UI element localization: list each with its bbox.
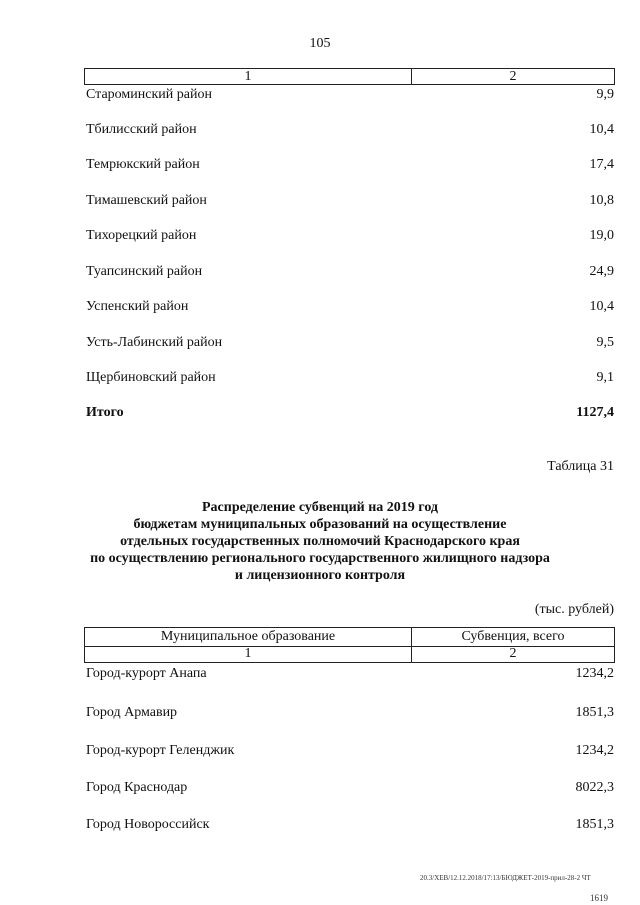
row-name: Туапсинский район [86,264,203,279]
column-header-municipality: Муниципальное образование [160,629,336,644]
title-line: бюджетам муниципальных образований на осуществление [133,517,507,532]
table-b-col2-number: 2 [411,646,614,662]
row-name: Усть-Лабинский район [86,335,223,350]
table-b-column-numbers [84,646,615,663]
table-b-header [84,627,615,647]
row-value: 1234,2 [575,743,614,758]
row-name: Щербиновский район [86,370,216,385]
row-value: 10,8 [589,193,614,208]
row-name: Успенский район [86,299,189,314]
column-header-subvention: Субвенция, всего [411,628,614,646]
units-label: (тыс. рублей) [534,602,614,617]
table-number: Таблица 31 [547,459,614,474]
row-name: Староминский район [86,87,212,102]
row-value: 1851,3 [575,817,614,832]
row-value: 9,5 [596,335,614,350]
table-a-col2-number: 2 [411,69,614,84]
row-value: 19,0 [589,228,614,243]
row-name: Город Краснодар [86,780,188,795]
total-label: Итого [86,405,124,420]
footer-page-number: 1619 [590,893,608,903]
row-name: Город-курорт Геленджик [86,743,235,758]
row-name: Тимашевский район [86,193,207,208]
row-name: Город Новороссийск [86,817,210,832]
table-a-header [84,68,615,85]
title-line: по осуществлению регионального государственного жилищного надзора [90,551,550,566]
row-value: 10,4 [589,299,614,314]
row-name: Город-курорт Анапа [86,666,207,681]
table-a-col1-number: 1 [244,68,252,84]
row-value: 9,1 [596,370,614,385]
row-value: 1234,2 [575,666,614,681]
row-name: Город Армавир [86,705,178,720]
table-b-col1-number: 1 [244,646,252,661]
row-name: Темрюкский район [86,157,200,172]
page-number: 105 [309,36,331,51]
row-value: 9,9 [596,87,614,102]
row-value: 24,9 [589,264,614,279]
title-line: отдельных государственных полномочий Краснодарского края [120,534,520,549]
row-value: 10,4 [589,122,614,137]
row-name: Тихорецкий район [86,228,197,243]
row-value: 8022,3 [575,780,614,795]
row-value: 1851,3 [575,705,614,720]
row-name: Тбилисский район [86,122,197,137]
title-line: Распределение субвенций на 2019 год [202,500,438,515]
row-value: 17,4 [589,157,614,172]
title-line: и лицензионного контроля [234,568,406,583]
footer-code: 20.3/ХЕВ/12.12.2018/17:13/БЮДЖЕТ-2019-прил-28-2 ЧТ [420,874,591,882]
total-value: 1127,4 [576,405,614,420]
